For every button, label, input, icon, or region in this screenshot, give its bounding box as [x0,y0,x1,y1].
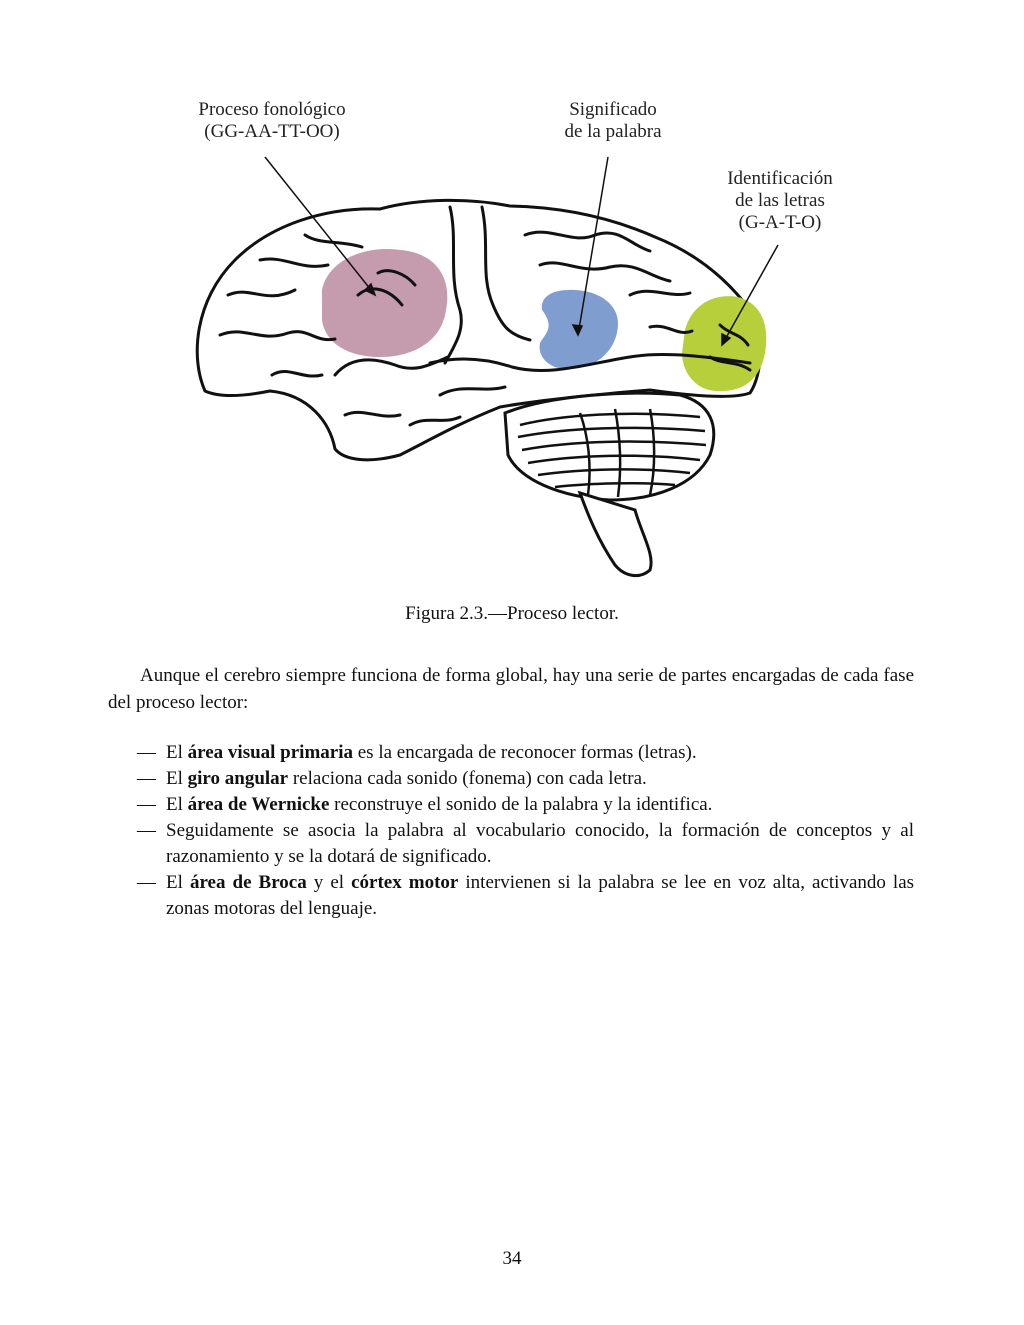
letters-label-line3: (G-A-T-O) [738,212,822,233]
page-number: 34 [502,1248,522,1269]
phonological-label [172,99,372,143]
list-dash: — [137,820,156,841]
intro-paragraph-text: Aunque el cerebro siempre funciona de forma global, hay una serie de partes encargadas de cada fase del proceso lector: [108,665,914,713]
list-item: — El giro angular relaciona cada sonido (fonema) con cada letra. [137,766,914,792]
meaning-label [538,99,688,143]
list-item: — El área visual primaria es la encargada de reconocer formas (letras). [137,740,914,766]
list-dash: — [137,742,156,763]
letters-label [700,168,860,234]
brain-figure [110,95,870,585]
list-item: — El área de Broca y el córtex motor intervienen si la palabra se lee en voz alta, activando las zonas motoras del lenguaje. [137,870,914,922]
intro-paragraph [108,662,914,716]
list-item: — El área de Wernicke reconstruye el sonido de la palabra y la identifica. [137,792,914,818]
phonological-region [322,249,447,357]
reading-process-list [137,740,914,922]
list-dash: — [137,768,156,789]
letters-label-line1: Identificación [727,168,833,189]
phonological-label-line1: Proceso fonológico [198,99,346,120]
figure-caption: Figura 2.3.—Proceso lector. [405,603,619,624]
list-item: — Seguidamente se asocia la palabra al vocabulario conocido, la formación de conceptos y al razonamiento y se la dotará de significado. [137,818,914,870]
phonological-label-line2: (GG-AA-TT-OO) [204,121,340,142]
brainstem [580,493,651,576]
meaning-label-line1: Significado [569,99,657,120]
list-dash: — [137,794,156,815]
list-dash: — [137,872,156,893]
meaning-label-line2: de la palabra [564,121,662,142]
letters-label-line2: de las letras [735,190,825,211]
